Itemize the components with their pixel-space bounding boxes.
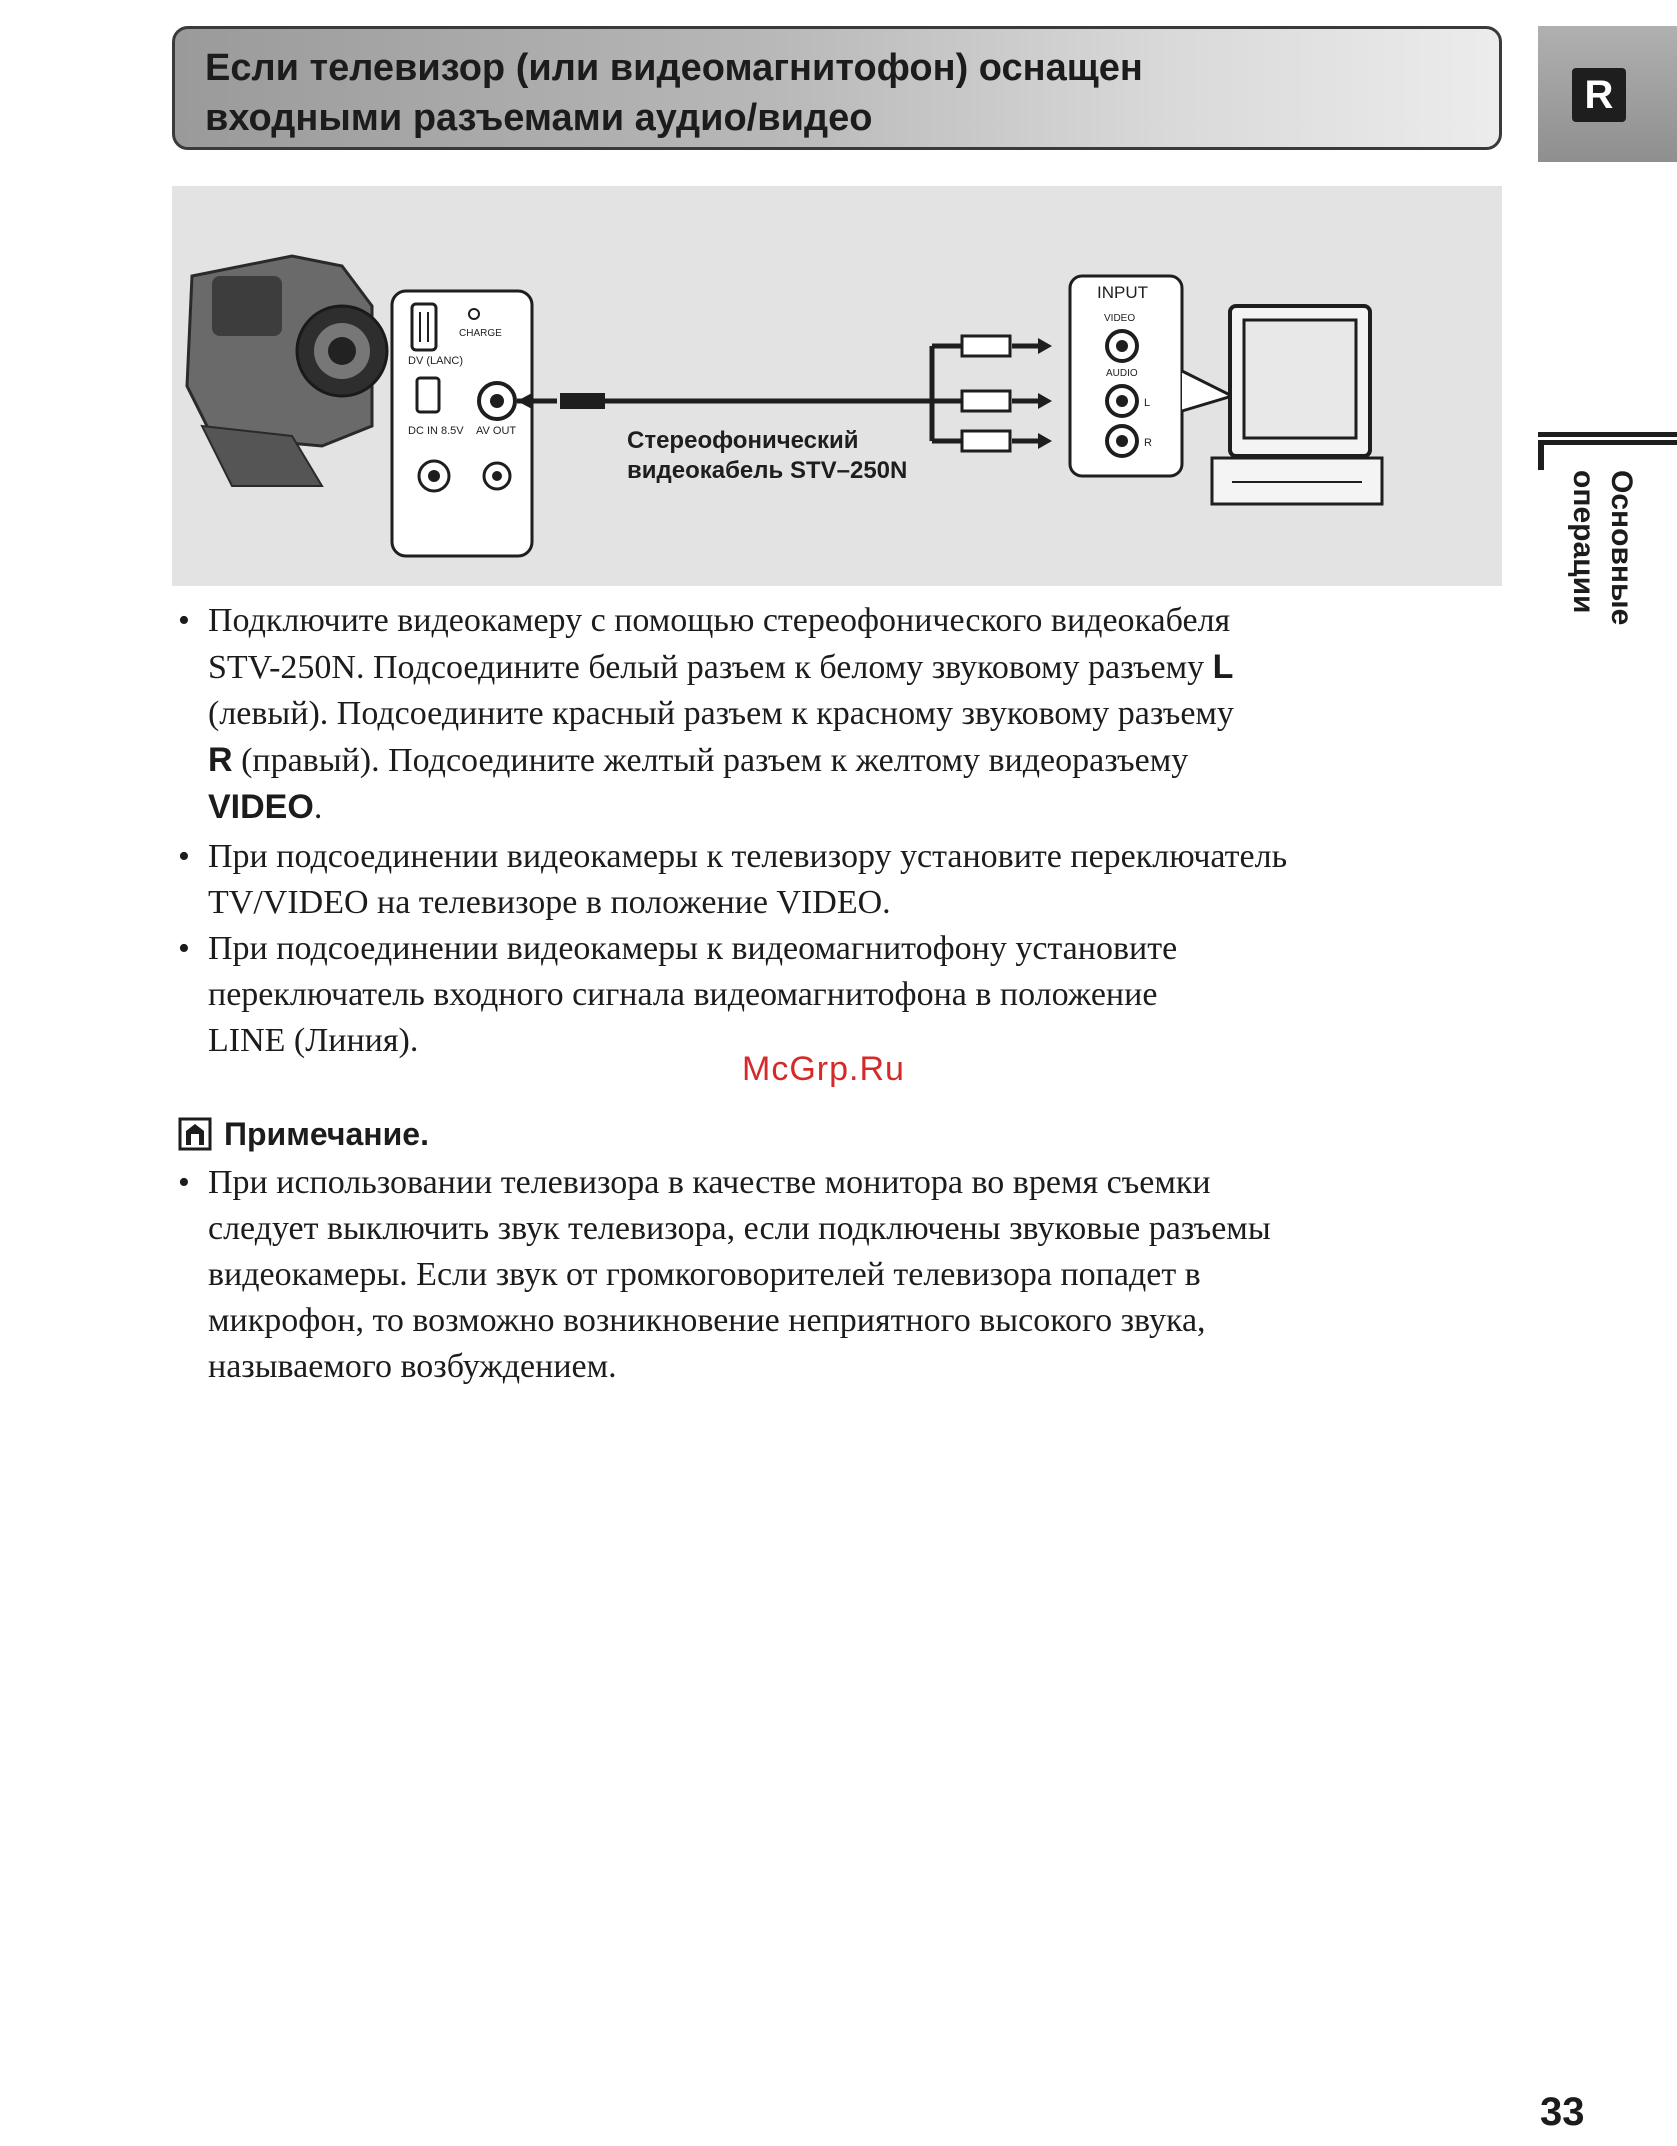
- bullet-text: Подключите видеокамеру с помощью стереофонического видеокабеля: [208, 602, 1231, 639]
- note-text: При использовании телевизора в качестве монитора во время съемки: [208, 1164, 1211, 1201]
- input-r-label: R: [1144, 437, 1152, 449]
- charge-label: CHARGE: [459, 328, 502, 339]
- bullet-vcr-switch: [178, 926, 1518, 1064]
- note-text: микрофон, то возможно возникновение неприятного высокого звука,: [208, 1302, 1206, 1339]
- note-heading: [178, 1112, 429, 1156]
- bullet-text: TV/VIDEO на телевизоре в положение VIDEO.: [208, 884, 891, 921]
- tv-set-illustration: [1212, 306, 1382, 504]
- input-l-label: L: [1144, 397, 1151, 409]
- page-number: 33: [1540, 2090, 1585, 2134]
- section-title-line-1: Если телевизор (или видеомагнитофон) оснащен: [205, 47, 1143, 89]
- note-heading-text: Примечание.: [224, 1116, 429, 1152]
- language-badge: R: [1572, 68, 1626, 122]
- note-text: видеокамеры. Если звук от громкоговорителей телевизора попадет в: [208, 1256, 1201, 1293]
- bullet-text: LINE (Линия).: [208, 1022, 419, 1059]
- bullet-text: (правый). Подсоедините желтый разъем к желтому видеоразъему: [232, 742, 1189, 779]
- connection-diagram: [172, 186, 1502, 586]
- side-section-label: [1540, 470, 1650, 700]
- input-panel-title: INPUT: [1097, 283, 1148, 302]
- note-icon: [178, 1117, 212, 1151]
- note-body: [178, 1160, 1518, 1390]
- bullet-connect: [178, 598, 1518, 831]
- dv-port-label: DV (LANC): [408, 355, 464, 367]
- note-text: называемого возбуждением.: [208, 1348, 617, 1385]
- bullet-mark: •: [178, 602, 190, 639]
- section-title: [205, 43, 1479, 143]
- input-audio-label: AUDIO: [1106, 368, 1138, 379]
- dcin-label: DC IN 8.5V: [408, 425, 464, 437]
- cable-label-line-2: видеокабель STV–250N: [627, 457, 908, 484]
- bullet-text: STV-250N. Подсоедините белый разъем к белому звуковому разъему: [208, 649, 1213, 686]
- bullet-mark: •: [178, 1164, 190, 1201]
- watermark: McGrp.Ru: [742, 1050, 905, 1088]
- section-title-box: [172, 26, 1502, 150]
- input-video-label: VIDEO: [1104, 313, 1136, 324]
- bullet-text: .: [313, 789, 323, 826]
- section-marker-stem: [1538, 440, 1544, 470]
- note-text: следует выключить звук телевизора, если подключены звуковые разъемы: [208, 1210, 1271, 1247]
- section-title-line-2: входными разъемами аудио/видео: [205, 97, 873, 139]
- side-section-label-line-2: операции: [1567, 470, 1600, 614]
- bullet-term-r: R: [208, 741, 233, 779]
- bullet-tv-switch: [178, 834, 1518, 926]
- section-marker-bars: [1538, 432, 1677, 452]
- bullet-text: переключатель входного сигнала видеомагнитофона в положение: [208, 976, 1158, 1013]
- bullet-text: (левый). Подсоедините красный разъем к красному звуковому разъему: [208, 695, 1234, 732]
- cable-label-line-1: Стереофонический: [627, 427, 859, 454]
- bullet-mark: •: [178, 930, 190, 967]
- side-section-label-line-1: Основные: [1605, 470, 1638, 626]
- bullet-text: При подсоединении видеокамеры к видеомагнитофону установите: [208, 930, 1178, 967]
- bullet-term-video: VIDEO: [208, 788, 314, 826]
- bullet-term-l: L: [1212, 648, 1234, 686]
- bullet-mark: •: [178, 838, 190, 875]
- bullet-text: При подсоединении видеокамеры к телевизору установите переключатель: [208, 838, 1288, 875]
- camera-connector-panel: [392, 291, 532, 556]
- avout-label: AV OUT: [476, 425, 517, 437]
